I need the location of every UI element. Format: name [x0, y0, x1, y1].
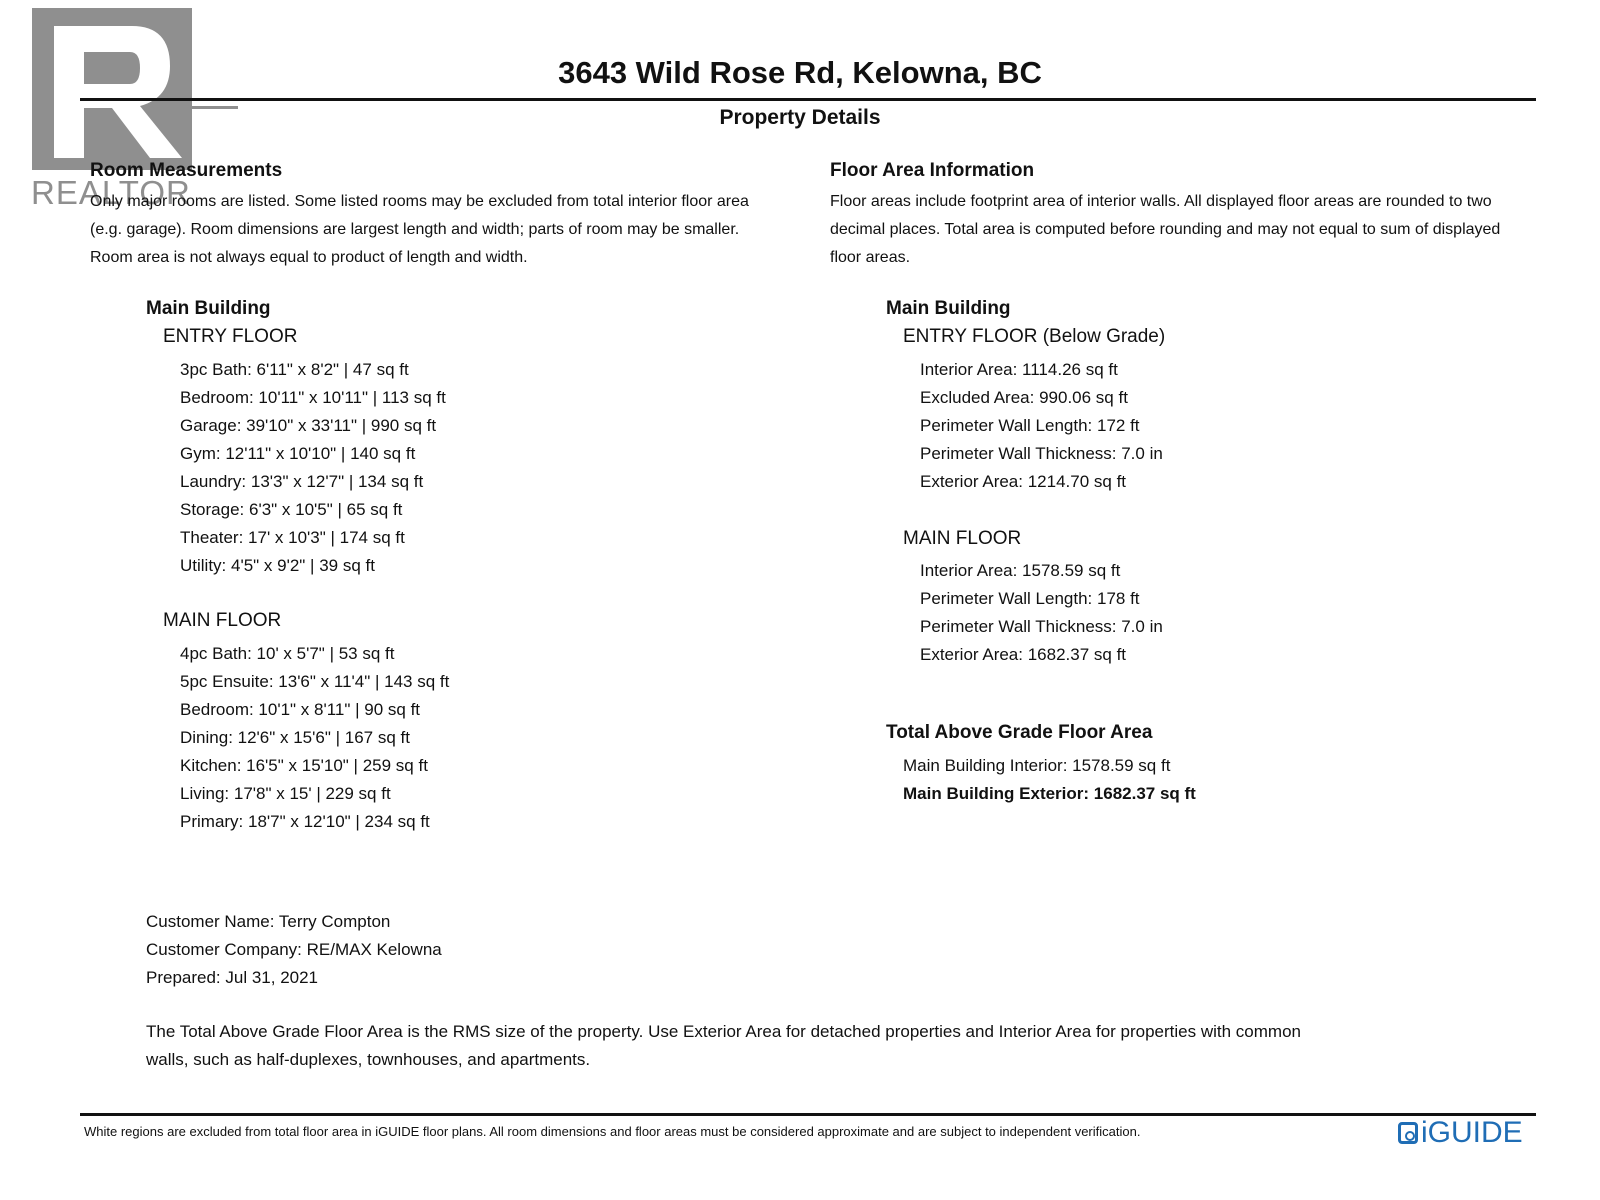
room-item: Dining: 12'6" x 15'6" | 167 sq ft: [180, 728, 410, 747]
floor-area-building-heading: Main Building: [886, 298, 1011, 319]
room-item: Primary: 18'7" x 12'10" | 234 sq ft: [180, 812, 430, 831]
iguide-logo: [1398, 1116, 1523, 1150]
footer-disclaimer: White regions are excluded from total floor area in iGUIDE floor plans. All room dimensions and floor areas must be considered approximate and are subject to independent verification.: [84, 1124, 1141, 1139]
total-area-list: [903, 752, 1196, 808]
description-line: Room area is not always equal to product of length and width.: [90, 249, 528, 266]
room-item: Storage: 6'3" x 10'5" | 65 sq ft: [180, 500, 403, 519]
area-item: Excluded Area: 990.06 sq ft: [920, 388, 1128, 407]
floor-area-heading: Floor Area Information: [830, 160, 1035, 181]
room-item: Utility: 4'5" x 9'2" | 39 sq ft: [180, 556, 375, 575]
page-subtitle: Property Details: [719, 106, 881, 129]
floor-area-description: [830, 188, 1500, 272]
description-line: floor areas.: [830, 249, 911, 266]
total-interior: Main Building Interior: 1578.59 sq ft: [903, 756, 1171, 775]
room-item: Theater: 17' x 10'3" | 174 sq ft: [180, 528, 405, 547]
room-item: 3pc Bath: 6'11" x 8'2" | 47 sq ft: [180, 360, 409, 379]
iguide-camera-icon: [1398, 1122, 1418, 1144]
room-item: Laundry: 13'3" x 12'7" | 134 sq ft: [180, 472, 424, 491]
total-area-heading: Total Above Grade Floor Area: [886, 722, 1153, 743]
room-item: Kitchen: 16'5" x 15'10" | 259 sq ft: [180, 756, 428, 775]
area-item: Exterior Area: 1214.70 sq ft: [920, 472, 1127, 491]
main-floor-room-list: [180, 640, 449, 836]
customer-info: [146, 908, 442, 992]
area-item: Exterior Area: 1682.37 sq ft: [920, 645, 1127, 664]
area-item: Perimeter Wall Length: 172 ft: [920, 416, 1140, 435]
prepared-date: Prepared: Jul 31, 2021: [146, 968, 319, 987]
area-item: Perimeter Wall Thickness: 7.0 in: [920, 444, 1163, 463]
area-item: Perimeter Wall Thickness: 7.0 in: [920, 617, 1163, 636]
room-item: Bedroom: 10'1" x 8'11" | 90 sq ft: [180, 700, 421, 719]
room-item: Gym: 12'11" x 10'10" | 140 sq ft: [180, 444, 416, 463]
rooms-building-heading: Main Building: [146, 298, 271, 319]
main-floor-area-list: [920, 557, 1163, 669]
floor-area-entry-floor-heading: ENTRY FLOOR (Below Grade): [903, 326, 1166, 347]
room-item: Bedroom: 10'11" x 10'11" | 113 sq ft: [180, 388, 446, 407]
area-item: Interior Area: 1578.59 sq ft: [920, 561, 1121, 580]
room-measurements-heading: Room Measurements: [90, 160, 283, 181]
area-item: Perimeter Wall Length: 178 ft: [920, 589, 1140, 608]
entry-floor-area-list: [920, 356, 1163, 496]
note-line: The Total Above Grade Floor Area is the RMS size of the property. Use Exterior Area for detached properties and Interior Area for properties with common: [146, 1022, 1301, 1041]
room-item: 5pc Ensuite: 13'6" x 11'4" | 143 sq ft: [180, 672, 450, 691]
header-divider: [80, 98, 1536, 101]
note-line: walls, such as half-duplexes, townhouses, and apartments.: [146, 1050, 591, 1069]
total-exterior: Main Building Exterior: 1682.37 sq ft: [903, 784, 1196, 803]
floor-area-main-floor-heading: MAIN FLOOR: [903, 528, 1022, 549]
description-line: decimal places. Total area is computed before rounding and may not equal to sum of displayed: [830, 221, 1501, 238]
entry-floor-room-list: [180, 356, 446, 580]
customer-company: Customer Company: RE/MAX Kelowna: [146, 940, 442, 959]
footer-divider: [80, 1113, 1536, 1116]
room-item: Garage: 39'10" x 33'11" | 990 sq ft: [180, 416, 437, 435]
room-item: Living: 17'8" x 15' | 229 sq ft: [180, 784, 391, 803]
rooms-main-floor-heading: MAIN FLOOR: [163, 610, 282, 631]
description-line: Only major rooms are listed. Some listed rooms may be excluded from total interior floor area: [90, 193, 749, 210]
room-item: 4pc Bath: 10' x 5'7" | 53 sq ft: [180, 644, 395, 663]
room-measurements-description: [90, 188, 749, 272]
area-item: Interior Area: 1114.26 sq ft: [920, 360, 1118, 379]
rms-note: [146, 1018, 1301, 1074]
page-title: 3643 Wild Rose Rd, Kelowna, BC: [558, 55, 1042, 90]
description-line: Floor areas include footprint area of interior walls. All displayed floor areas are rounded to two: [830, 193, 1492, 210]
description-line: (e.g. garage). Room dimensions are largest length and width; parts of room may be smaller.: [90, 221, 740, 238]
iguide-wordmark: iGUIDE: [1421, 1116, 1523, 1149]
customer-name: Customer Name: Terry Compton: [146, 912, 391, 931]
realtor-wordmark: REALTOR: [31, 174, 191, 211]
rooms-entry-floor-heading: ENTRY FLOOR: [163, 326, 298, 347]
